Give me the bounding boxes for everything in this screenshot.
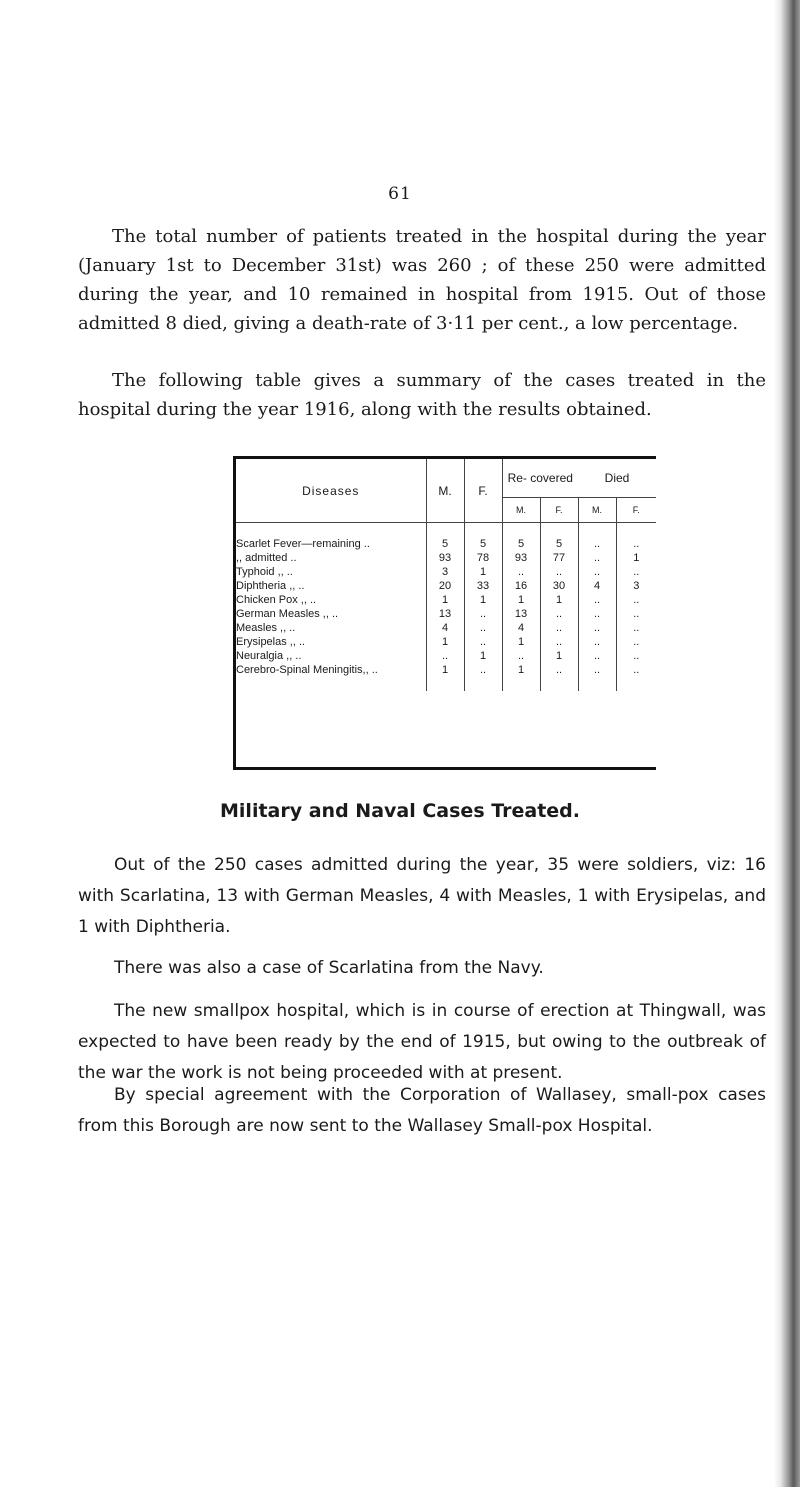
cell-recovered-f: 77 (540, 551, 578, 565)
disease-name: Diphtheria ,, .. (236, 580, 305, 592)
cell-recovered-f: 5 (540, 537, 578, 551)
table-row (236, 593, 656, 607)
disease-name: Neuralgia ,, .. (236, 650, 302, 662)
military-paragraph-1: Out of the 250 cases admitted during the year, 35 were soldiers, viz: 16 with Scarlatina, 13 with German Measles, 4 with Measles, 1 with Erysipelas, and 1 with Diphtheria. (78, 855, 766, 937)
cell-f: 78 (464, 551, 502, 565)
disease-name: Erysipelas ,, .. (236, 636, 306, 648)
cell-died-m: .. (578, 621, 616, 635)
cell-died-m: .. (578, 551, 616, 565)
page-number: 61 (388, 184, 412, 204)
cell-m: 1 (426, 593, 464, 607)
cell-m: 4 (426, 621, 464, 635)
cell-recovered-f: 30 (540, 579, 578, 593)
cases-table (233, 456, 656, 770)
cell-m: 1 (426, 663, 464, 677)
cell-f: 1 (464, 593, 502, 607)
cell-m: 93 (426, 551, 464, 565)
cell-died-f: .. (616, 663, 656, 677)
cell-recovered-f: .. (540, 621, 578, 635)
cell-recovered-m: .. (502, 649, 540, 663)
table-row (236, 621, 656, 635)
disease-name: German Measles ,, .. (236, 608, 339, 620)
smallpox-paragraph: The new smallpox hospital, which is in course of erection at Thingwall, was expected to have been ready by the end of 1915, but owing to the outbreak of the war the work is not being proceeded with at present. (78, 1001, 766, 1083)
cell-m: .. (426, 649, 464, 663)
cell-f: .. (464, 607, 502, 621)
cell-died-m: .. (578, 635, 616, 649)
intro-paragraph-1: The total number of patients treated in the hospital during the year (January 1st to December 31st) was 260 ; of these 250 were admitted during the year, and 10 remained in hospital from 1915. Out of those admitted 8 died, giving a death-rate of 3·11 per cent., a low percentage. (78, 226, 766, 334)
cell-m: 13 (426, 607, 464, 621)
cell-recovered-m: 16 (502, 579, 540, 593)
military-heading: Military and Naval Cases Treated. (220, 800, 580, 822)
header-recovered-f: F. (540, 498, 578, 523)
cell-died-m: 4 (578, 579, 616, 593)
cell-died-f: .. (616, 649, 656, 663)
table-row (236, 663, 656, 677)
disease-name: ,, admitted .. (236, 552, 297, 564)
cell-recovered-m: 5 (502, 537, 540, 551)
cell-died-f: .. (616, 621, 656, 635)
disease-name: Typhoid ,, .. (236, 566, 293, 578)
cell-m: 5 (426, 537, 464, 551)
cell-recovered-f: 1 (540, 593, 578, 607)
cell-died-m: .. (578, 663, 616, 677)
cell-f: .. (464, 635, 502, 649)
cell-f: 1 (464, 565, 502, 579)
cell-m: 3 (426, 565, 464, 579)
cell-recovered-f: 1 (540, 649, 578, 663)
cell-died-m: .. (578, 649, 616, 663)
header-died-f: F. (616, 498, 656, 523)
cell-died-f: .. (616, 593, 656, 607)
cell-died-f: 1 (616, 551, 656, 565)
cell-f: 33 (464, 579, 502, 593)
cell-recovered-f: .. (540, 635, 578, 649)
cases-table-grid (236, 459, 656, 691)
disease-name: Cerebro-Spinal Meningitis,, .. (236, 664, 378, 676)
cell-m: 20 (426, 579, 464, 593)
cell-died-f: .. (616, 565, 656, 579)
header-died-m: M. (578, 498, 616, 523)
header-died: Died (604, 471, 630, 485)
table-row (236, 635, 656, 649)
military-paragraph-2: There was also a case of Scarlatina from the Navy. (114, 958, 544, 978)
cell-recovered-m: 4 (502, 621, 540, 635)
page-edge-shadow (774, 0, 800, 1487)
cell-died-f: .. (616, 537, 656, 551)
header-recovered-m: M. (502, 498, 540, 523)
cell-died-f: .. (616, 607, 656, 621)
table-row (236, 537, 656, 551)
cell-died-m: .. (578, 593, 616, 607)
header-recovered: Re- covered (502, 459, 578, 498)
cell-f: 5 (464, 537, 502, 551)
cell-died-m: .. (578, 537, 616, 551)
cell-recovered-f: .. (540, 565, 578, 579)
cell-died-m: .. (578, 565, 616, 579)
cell-recovered-f: .. (540, 607, 578, 621)
table-row (236, 579, 656, 593)
cell-recovered-m: 93 (502, 551, 540, 565)
table-row (236, 649, 656, 663)
header-f: F. (464, 459, 502, 523)
cell-recovered-m: 1 (502, 663, 540, 677)
header-diseases: Diseases (236, 459, 426, 523)
disease-name: Chicken Pox ,, .. (236, 594, 317, 606)
cell-f: .. (464, 663, 502, 677)
cell-m: 1 (426, 635, 464, 649)
table-row (236, 607, 656, 621)
disease-name: Scarlet Fever—remaining .. (236, 538, 370, 550)
cell-died-m: .. (578, 607, 616, 621)
cell-died-f: .. (616, 635, 656, 649)
intro-paragraph-2: The following table gives a summary of the cases treated in the hospital during the year 1916, along with the results obtained. (78, 370, 766, 420)
cell-f: .. (464, 621, 502, 635)
cell-recovered-f: .. (540, 663, 578, 677)
cell-recovered-m: 13 (502, 607, 540, 621)
table-row (236, 565, 656, 579)
table-row (236, 551, 656, 565)
cell-recovered-m: 1 (502, 635, 540, 649)
disease-name: Measles ,, .. (236, 622, 296, 634)
header-m: M. (426, 459, 464, 523)
cell-died-f: 3 (616, 579, 656, 593)
cell-recovered-m: .. (502, 565, 540, 579)
cell-recovered-m: 1 (502, 593, 540, 607)
cell-f: 1 (464, 649, 502, 663)
wallasey-paragraph: By special agreement with the Corporation of Wallasey, small-pox cases from this Borough are now sent to the Wallasey Small-pox Hospital. (78, 1085, 766, 1136)
